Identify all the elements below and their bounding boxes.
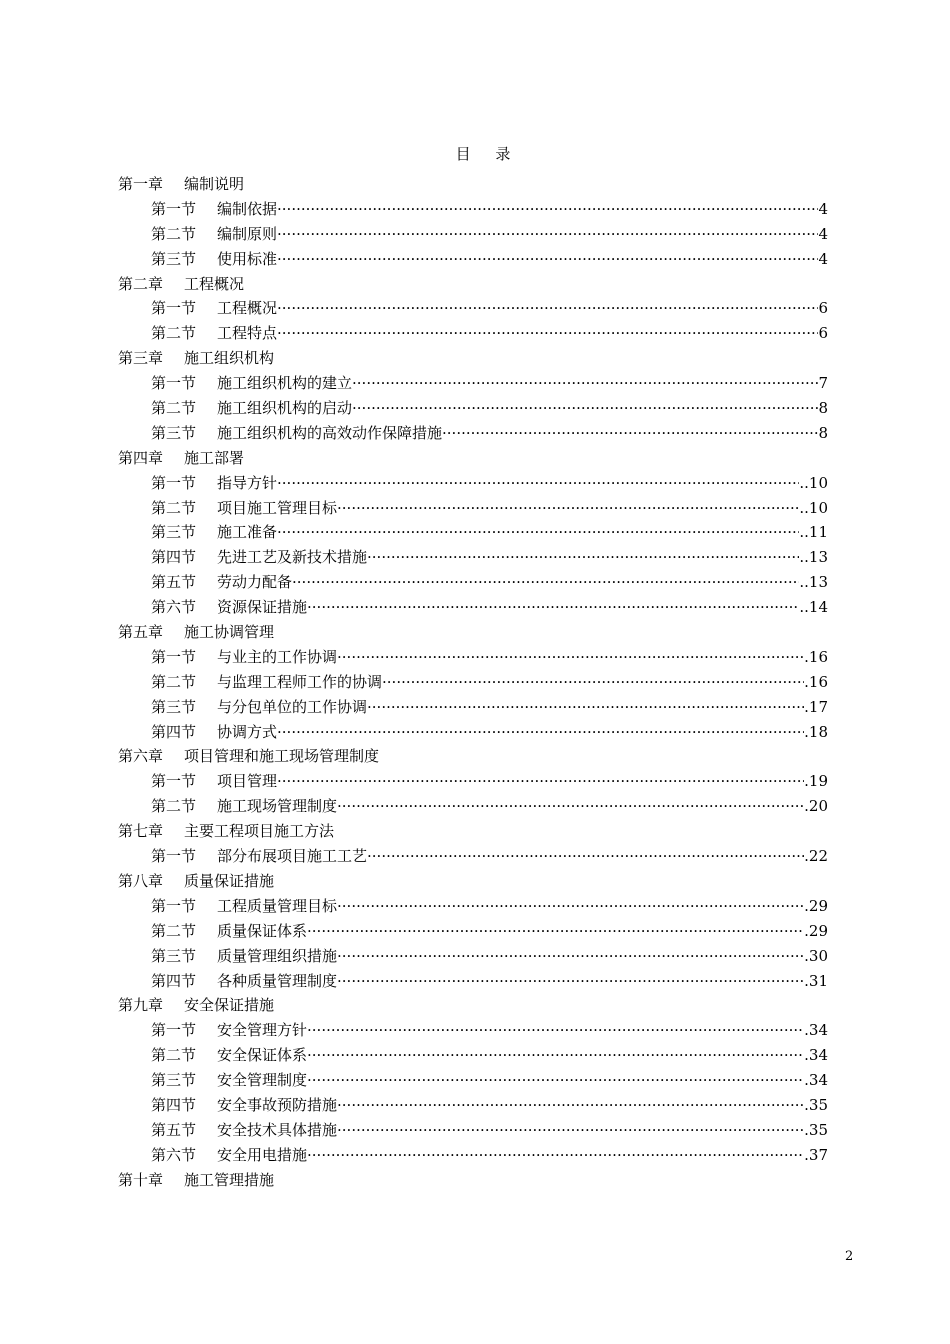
section-label: 第二节 <box>151 797 197 816</box>
chapter-title: 主要工程项目施工方法 <box>184 822 335 841</box>
section-page-number: .16 <box>804 672 828 691</box>
section-label: 第二节 <box>151 498 197 517</box>
section-title: 安全技术具体措施 <box>217 1120 338 1139</box>
section-title: 安全事故预防措施 <box>217 1095 338 1114</box>
dot-leader <box>277 247 818 272</box>
section-page-number: .19 <box>804 772 828 791</box>
section-label: 第二节 <box>151 672 197 691</box>
toc-section-row[interactable] <box>118 247 828 272</box>
toc-section-row[interactable] <box>118 1118 828 1143</box>
section-title: 与分包单位的工作协调 <box>217 697 368 716</box>
toc-section-row[interactable] <box>118 321 828 346</box>
toc-section-row[interactable] <box>118 520 828 545</box>
section-title: 施工准备 <box>217 523 278 542</box>
section-label: 第一节 <box>151 199 197 218</box>
toc-section-row[interactable] <box>118 1143 828 1168</box>
section-title: 工程概况 <box>217 299 278 318</box>
section-label: 第三节 <box>151 523 197 542</box>
section-title: 编制原则 <box>217 224 278 243</box>
toc-section-row[interactable] <box>118 197 828 222</box>
toc-section-row[interactable] <box>118 1068 828 1093</box>
section-page-number: 4 <box>818 249 828 268</box>
section-title: 工程特点 <box>217 324 278 343</box>
dot-leader <box>277 769 804 794</box>
section-title: 质量保证体系 <box>217 921 308 940</box>
dot-leader <box>442 421 818 446</box>
section-title: 部分布展项目施工工艺 <box>217 847 368 866</box>
toc-chapter-row <box>118 819 828 844</box>
chapter-title: 施工组织机构 <box>184 349 275 368</box>
chapter-label: 第一章 <box>118 175 164 193</box>
toc-section-row[interactable] <box>118 496 828 521</box>
section-title: 安全管理制度 <box>217 1071 308 1090</box>
section-label: 第一节 <box>151 647 197 666</box>
section-label: 第二节 <box>151 324 197 343</box>
dot-leader <box>367 695 804 720</box>
page-number: 2 <box>845 1249 854 1264</box>
section-page-number: 6 <box>818 324 828 343</box>
section-page-number: .22 <box>804 847 828 866</box>
chapter-label: 第八章 <box>118 871 164 890</box>
section-label: 第二节 <box>151 921 197 940</box>
section-label: 第一节 <box>151 772 197 791</box>
section-page-number: 7 <box>818 374 828 393</box>
toc-chapter-row <box>118 172 828 197</box>
chapter-label: 第四章 <box>118 448 164 467</box>
section-label: 第五节 <box>151 1120 197 1139</box>
toc-chapter-row <box>118 620 828 645</box>
section-title: 先进工艺及新技术措施 <box>217 548 368 567</box>
dot-leader <box>277 520 799 545</box>
section-title: 各种质量管理制度 <box>217 971 338 990</box>
section-label: 第五节 <box>151 573 197 592</box>
section-page-number: .20 <box>804 797 828 816</box>
toc-section-row[interactable] <box>118 296 828 321</box>
chapter-label: 第五章 <box>118 623 164 642</box>
toc-section-row[interactable] <box>118 421 828 446</box>
section-label: 第三节 <box>151 697 197 716</box>
toc-section-row[interactable] <box>118 670 828 695</box>
dot-leader <box>337 645 804 670</box>
table-of-contents <box>118 172 828 1193</box>
toc-section-row[interactable] <box>118 371 828 396</box>
chapter-label: 第九章 <box>118 996 164 1015</box>
section-title: 编制依据 <box>217 199 278 218</box>
toc-chapter-row <box>118 869 828 894</box>
section-page-number: 4 <box>818 199 828 218</box>
toc-section-row[interactable] <box>118 1018 828 1043</box>
section-page-number: ..13 <box>799 548 828 567</box>
chapter-title: 施工部署 <box>184 448 245 467</box>
dot-leader <box>277 222 818 247</box>
dot-leader <box>337 496 799 521</box>
dot-leader <box>367 545 799 570</box>
section-label: 第四节 <box>151 722 197 741</box>
dot-leader <box>382 670 804 695</box>
section-page-number: .35 <box>804 1120 828 1139</box>
dot-leader <box>367 844 804 869</box>
chapter-label: 第七章 <box>118 822 164 841</box>
dot-leader <box>337 944 804 969</box>
section-label: 第一节 <box>151 1021 197 1040</box>
toc-section-row[interactable] <box>118 720 828 745</box>
dot-leader <box>352 371 818 396</box>
toc-chapter-row <box>118 346 828 371</box>
section-label: 第三节 <box>151 946 197 965</box>
section-page-number: .29 <box>804 921 828 940</box>
section-page-number: .16 <box>804 647 828 666</box>
section-title: 项目施工管理目标 <box>217 498 338 517</box>
section-label: 第三节 <box>151 249 197 268</box>
section-title: 与监理工程师工作的协调 <box>217 672 383 691</box>
section-page-number: .29 <box>804 896 828 915</box>
dot-leader <box>307 1043 804 1068</box>
chapter-label: 第六章 <box>118 747 164 766</box>
section-page-number: 8 <box>818 423 828 442</box>
section-title: 劳动力配备 <box>217 573 293 592</box>
chapter-title: 安全保证措施 <box>184 996 275 1015</box>
section-page-number: .30 <box>804 946 828 965</box>
dot-leader <box>337 1118 804 1143</box>
section-label: 第二节 <box>151 224 197 243</box>
dot-leader <box>307 1018 804 1043</box>
dot-leader <box>352 396 818 421</box>
toc-section-row[interactable] <box>118 545 828 570</box>
section-page-number: .35 <box>804 1095 828 1114</box>
section-label: 第六节 <box>151 1145 197 1164</box>
section-page-number: .34 <box>804 1071 828 1090</box>
section-title: 工程质量管理目标 <box>217 896 338 915</box>
chapter-title: 施工协调管理 <box>184 623 275 642</box>
chapter-label: 第二章 <box>118 274 164 293</box>
dot-leader <box>337 794 804 819</box>
section-title: 安全管理方针 <box>217 1021 308 1040</box>
toc-section-row[interactable] <box>118 1043 828 1068</box>
dot-leader <box>337 1093 804 1118</box>
section-title: 资源保证措施 <box>217 598 308 617</box>
toc-section-row[interactable] <box>118 570 828 595</box>
section-page-number: .18 <box>804 722 828 741</box>
dot-leader <box>307 1143 804 1168</box>
section-page-number: 8 <box>818 399 828 418</box>
dot-leader <box>277 197 818 222</box>
section-page-number: ..10 <box>799 498 828 517</box>
chapter-label: 第三章 <box>118 349 164 368</box>
section-page-number: .17 <box>804 697 828 716</box>
section-title: 指导方针 <box>217 473 278 492</box>
toc-section-row[interactable] <box>118 595 828 620</box>
section-label: 第一节 <box>151 299 197 318</box>
section-label: 第一节 <box>151 847 197 866</box>
section-page-number: .31 <box>804 971 828 990</box>
chapter-title: 质量保证措施 <box>184 871 275 890</box>
toc-section-row[interactable] <box>118 944 828 969</box>
dot-leader <box>277 321 818 346</box>
toc-section-row[interactable] <box>118 645 828 670</box>
section-title: 使用标准 <box>217 249 278 268</box>
toc-title: 目 录 <box>455 145 521 163</box>
dot-leader <box>292 570 799 595</box>
toc-chapter-row <box>118 1168 828 1193</box>
dot-leader <box>307 595 799 620</box>
section-title: 施工组织机构的启动 <box>217 399 353 418</box>
dot-leader <box>337 894 804 919</box>
toc-chapter-row <box>118 446 828 471</box>
section-label: 第一节 <box>151 473 197 492</box>
section-page-number: 4 <box>818 224 828 243</box>
section-title: 安全用电措施 <box>217 1145 308 1164</box>
section-title: 质量管理组织措施 <box>217 946 338 965</box>
dot-leader <box>277 471 799 496</box>
dot-leader <box>307 1068 804 1093</box>
section-label: 第一节 <box>151 896 197 915</box>
toc-chapter-row <box>118 993 828 1018</box>
toc-section-row[interactable] <box>118 695 828 720</box>
section-label: 第四节 <box>151 1095 197 1114</box>
toc-section-row[interactable] <box>118 769 828 794</box>
section-title: 与业主的工作协调 <box>217 647 338 666</box>
chapter-label: 第十章 <box>118 1170 164 1189</box>
dot-leader <box>277 296 818 321</box>
section-label: 第六节 <box>151 598 197 617</box>
section-title: 施工组织机构的建立 <box>217 374 353 393</box>
chapter-title: 施工管理措施 <box>184 1170 275 1189</box>
section-page-number: ..10 <box>799 473 828 492</box>
section-title: 安全保证体系 <box>217 1046 308 1065</box>
toc-section-row[interactable] <box>118 894 828 919</box>
section-label: 第二节 <box>151 399 197 418</box>
toc-section-row[interactable] <box>118 471 828 496</box>
section-label: 第一节 <box>151 374 197 393</box>
section-title: 施工组织机构的高效动作保障措施 <box>217 423 443 442</box>
toc-section-row[interactable] <box>118 969 828 994</box>
section-page-number: .34 <box>804 1046 828 1065</box>
dot-leader <box>337 969 804 994</box>
dot-leader <box>307 919 804 944</box>
toc-section-row[interactable] <box>118 844 828 869</box>
section-title: 施工现场管理制度 <box>217 797 338 816</box>
section-label: 第四节 <box>151 548 197 567</box>
toc-chapter-row <box>118 272 828 297</box>
section-page-number: ..14 <box>799 598 828 617</box>
toc-section-row[interactable] <box>118 222 828 247</box>
section-page-number: .37 <box>804 1145 828 1164</box>
section-label: 第三节 <box>151 423 197 442</box>
section-label: 第四节 <box>151 971 197 990</box>
chapter-title: 编制说明 <box>184 175 245 193</box>
section-page-number: ..11 <box>799 523 828 542</box>
toc-section-row[interactable] <box>118 1093 828 1118</box>
section-title: 项目管理 <box>217 772 278 791</box>
toc-chapter-row <box>118 744 828 769</box>
section-page-number: 6 <box>818 299 828 318</box>
section-page-number: .34 <box>804 1021 828 1040</box>
toc-section-row[interactable] <box>118 396 828 421</box>
chapter-title: 项目管理和施工现场管理制度 <box>184 747 380 766</box>
section-label: 第三节 <box>151 1071 197 1090</box>
toc-section-row[interactable] <box>118 919 828 944</box>
section-label: 第二节 <box>151 1046 197 1065</box>
section-title: 协调方式 <box>217 722 278 741</box>
section-page-number: ..13 <box>799 573 828 592</box>
chapter-title: 工程概况 <box>184 274 245 293</box>
dot-leader <box>277 720 804 745</box>
toc-section-row[interactable] <box>118 794 828 819</box>
